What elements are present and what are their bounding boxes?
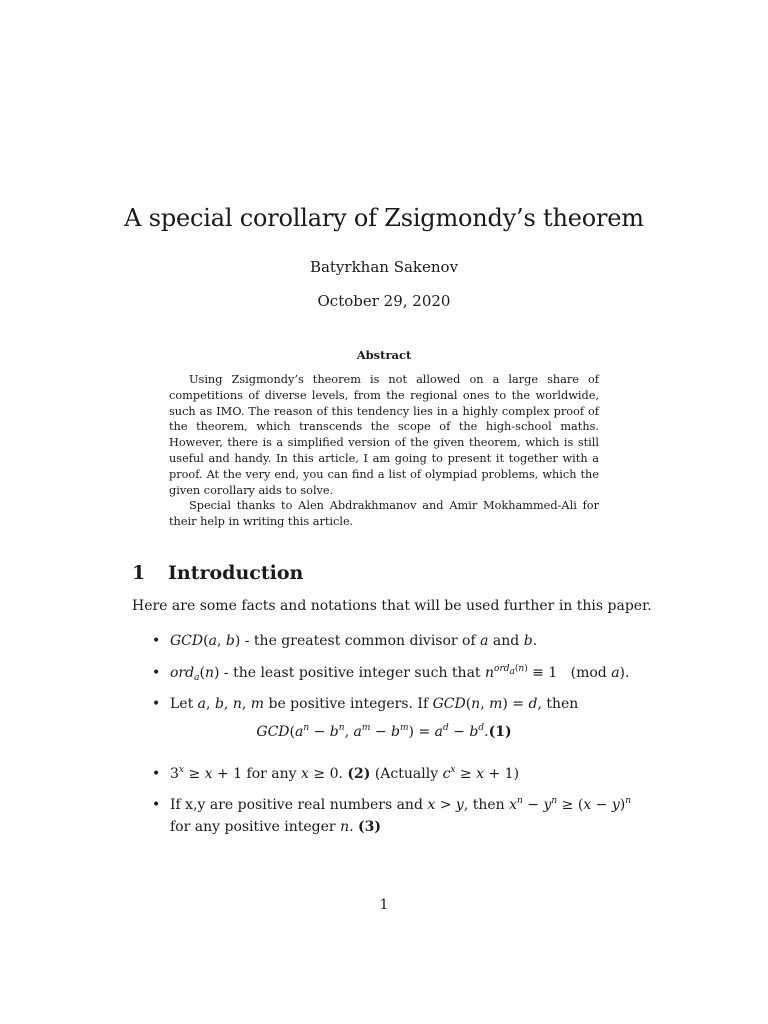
section-heading-introduction (132, 562, 303, 584)
list-item-power-difference: • If x,y are positive real numbers and x > y, then $x^n - y^n \ge (x - y)^n$ for any positive integer n. (3) (152, 796, 632, 835)
list-item-exponential-inequality: • $3^x \ge x + 1$ for any x ≥ 0. (2) (Actually $c^x \ge x + 1$) (152, 763, 519, 785)
author-name: Batyrkhan Sakenov (309, 258, 459, 276)
display-equation-gcd: $GCD(a^n - b^n$, $a^m - b^m) = a^d - b^d.(1)$ (256, 723, 512, 740)
section-number: 1 (132, 562, 146, 584)
abstract-body (169, 372, 599, 530)
publication-date: October 29, 2020 (317, 292, 451, 310)
abstract-paragraph-2: Special thanks to Alen Abdrakhmanov and Amir Mokhammed-Ali for their help in writing this article. (169, 499, 599, 529)
bullet-dot: • (152, 797, 161, 813)
page-number: 1 (379, 897, 389, 913)
list-item-ord: • ord$_a$(n) - the least positive integer such that $n^{ord_a(n)} \equiv 1$ (mod a). (152, 664, 630, 683)
bullet-dot: • (152, 665, 161, 681)
list-item-gcd: • GCD(a, b) - the greatest common divisor of a and b. (152, 630, 537, 652)
list-item-gcd-powers: • Let a, b, n, m be positive integers. If GCD(n, m) = d, then (152, 693, 578, 715)
bullet-dot: • (152, 633, 161, 649)
abstract-paragraph-1: Using Zsigmondy’s theorem is not allowed on a large share of competitions of diverse levels, from the regional ones to the worldwide, such as IMO. The reason of this tendency lies in a highly complex proof of the theorem, which transcends the scope of the high-school maths. However, there is a simplified version of the given theorem, which is still useful and handy. In this article, I am going to present it together with a proof. At the very end, you can find a list of olympiad problems, which the given corollary aids to solve. (169, 373, 599, 497)
intro-paragraph: Here are some facts and notations that will be used further in this paper. (132, 598, 652, 614)
paper-title: A special corollary of Zsigmondy’s theorem (124, 204, 644, 232)
bullet-dot: • (152, 766, 161, 782)
equation-label: (1) (488, 724, 512, 740)
abstract-heading: Abstract (356, 348, 412, 362)
bullet-dot: • (152, 696, 161, 712)
section-title: Introduction (168, 562, 304, 584)
